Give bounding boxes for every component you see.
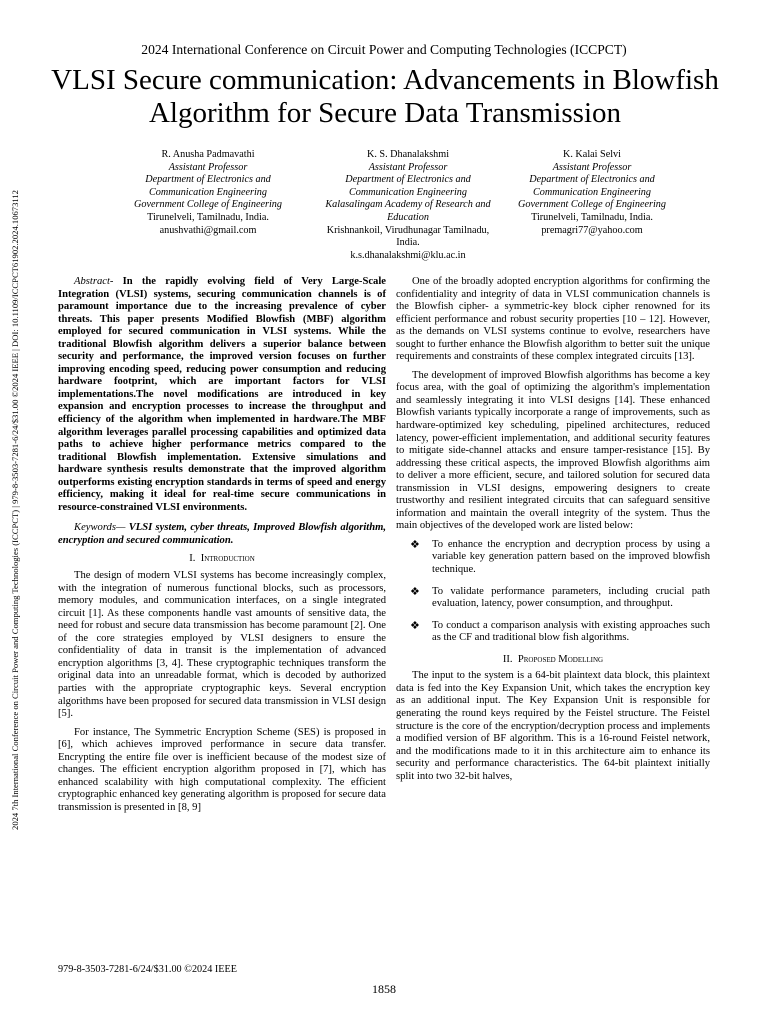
list-item-text: To validate performance parameters, including crucial path evaluation, latency, power consumption, and throughput. — [432, 585, 710, 610]
objectives-list — [396, 539, 710, 645]
section-title: Introduction — [200, 553, 255, 565]
author-college: Government College of Engineering — [134, 199, 282, 211]
keywords — [58, 522, 386, 547]
paragraph: For instance, The Symmetric Encryption Scheme (SES) is proposed in [6], which achieves improved performance in secure data transfer. Encrypting the entire file over is inefficient because of the modest size of changes. The efficient encryption algorithm proposed in [7], which has enhanced scalability with high computational complexity. The efficient cryptographic enhanced key generating algorithm is proposed for secure data transmission is presented in [8, 9] — [58, 726, 386, 813]
list-item — [410, 539, 710, 577]
author-block — [0, 149, 768, 265]
abstract-text: In the rapidly evolving field of Very Large-Scale Integration (VLSI) systems, securing communication channels is of paramount importance due to the increasing prevalence of cyber threats. This paper presents Modified Blowfish (MBF) algorithm employed for secured communication in VLSI systems. While the traditional Blowfish algorithm delivers a superior balance between security and performance, the improved version focuses on further improving encoding speed, reducing power consumption and reducing hardware footprint, which are important factors for VLSI implementations.The novel modifications are introduced in key expansion and encryption processes to increase the throughput and efficiency of the algorithm when implemented in hardware.The MBF algorithm leverages parallel processing capabilities and optimized data paths to achieve higher performance metrics compared to the traditional Blowfish implementation. Extensive simulations and hardware synthesis results demonstrate that the improved algorithm outperforms existing encryption standards in terms of speed and energy efficiency, making it ideal for real-time secure communications in resource-constrained VLSI environments. — [58, 276, 386, 513]
author-1 — [118, 149, 298, 237]
section-title: Proposed Modelling — [517, 653, 604, 665]
author-name: K. Kalai Selvi — [562, 149, 621, 160]
diamond-bullet-icon: ❖ — [410, 538, 420, 551]
author-location: Tirunelveli, Tamilnadu, India. — [147, 211, 269, 223]
abstract-lead: Abstract- — [74, 276, 114, 287]
left-column — [58, 276, 386, 820]
keywords-lead: Keywords— — [74, 522, 126, 534]
right-column — [396, 276, 710, 789]
author-role: Assistant Professor — [368, 161, 448, 173]
copyright-footer: 979-8-3503-7281-6/24/$31.00 ©2024 IEEE — [58, 964, 237, 975]
author-name: K. S. Dhanalakshmi — [366, 149, 450, 160]
author-college: Kalasalingam Academy of Research and Education — [325, 199, 491, 223]
abstract — [58, 276, 386, 514]
author-3 — [502, 149, 682, 237]
author-email: premagri77@yahoo.com — [541, 224, 643, 236]
author-dept: Department of Electronics and Communication Engineering — [145, 174, 271, 198]
list-item — [410, 620, 710, 645]
diamond-bullet-icon: ❖ — [410, 619, 420, 632]
author-email: anushvathi@gmail.com — [159, 224, 257, 236]
paper-title: VLSI Secure communication: Advancements in Blowfish Algorithm for Secure Data Transmission — [51, 64, 719, 129]
paragraph: One of the broadly adopted encryption algorithms for confirming the confidentiality and integrity of data in VLSI communication channels is the Blowfish cipher- a symmetric-key block cipher renowned for its efficient performance and robust security properties [10 – 12]. However, as the demands on VLSI systems continue to evolve, researchers have sought to further enhance the Blowfish algorithm to better suit the unique requirements and constraints of these complex integrated circuits [13]. — [396, 276, 710, 363]
conference-header: 2024 International Conference on Circuit Power and Computing Technologies (ICCPCT) — [141, 42, 627, 57]
author-2 — [318, 149, 498, 262]
section-heading-introduction — [58, 553, 386, 566]
author-dept: Department of Electronics and Communication Engineering — [345, 174, 471, 198]
section-heading-proposed-modelling — [396, 654, 710, 667]
section-number: I. — [189, 553, 196, 565]
author-college: Government College of Engineering — [518, 199, 666, 211]
paragraph: The design of modern VLSI systems has become increasingly complex, with the integration of numerous functional blocks, such as processors, memory modules, and communication interfaces, on a single integrated circuit [1]. As these components handle vast amounts of sensitive data, the need for robust and secure data transmission has become paramount [2]. One of the core strategies employed by VLSI designers to ensure the confidentiality of data in transit is the implementation of advanced encryption algorithms [3, 4]. These cryptographic techniques transform the original data into an unreadable format, which is decoded by authorized parties with the appropriate cryptographic keys. Several encryption algorithms have been proposed for secured data transmission in VLSI design [5]. — [58, 570, 386, 720]
list-item-text: To enhance the encryption and decryption process by using a variable key generation pattern based on the improved blowfish technique. — [432, 538, 710, 576]
author-email: k.s.dhanalakshmi@klu.ac.in — [350, 249, 466, 261]
author-name: R. Anusha Padmavathi — [161, 149, 255, 160]
page-number: 1858 — [372, 982, 396, 996]
author-dept: Department of Electronics and Communication Engineering — [529, 174, 655, 198]
list-item-text: To conduct a comparison analysis with existing approaches such as the CF and traditional blow fish algorithms. — [432, 619, 710, 644]
list-item — [410, 586, 710, 611]
paragraph: The development of improved Blowfish algorithms has become a key focus area, with the goal of optimizing the algorithm's implementation and seamlessly integrating it into VLSI designs [14]. These enhanced Blowfish variants typically incorporate a range of improvements, such as hardware-optimized key scheduling, pipelined architectures, reduced latency, power-efficient implementation, and additional security features to mitigate side-channel attacks and ensure tamper-resistance [15]. By addressing these critical aspects, the improved Blowfish algorithms aim to deliver a more efficient, secure, and tailored solution for secured data transmission in VLSI designs, empowering designers to create trustworthy and resilient integrated circuits that can safeguard sensitive information and maintain the overall integrity of the system. Thus the main objectives of the developed work are listed below: — [396, 369, 710, 532]
author-role: Assistant Professor — [168, 161, 248, 173]
sidebar-citation: 2024 7th International Conference on Circuit Power and Computing Technologies (ICCPCT) | 979-8-3503-7281-6/24/$31.00 ©2024 IEEE | DOI: 10.1109/ICCPCT61902.2024.10673112 — [10, 190, 20, 830]
author-location: Tirunelveli, Tamilnadu, India. — [531, 211, 653, 223]
section-number: II. — [502, 653, 513, 665]
diamond-bullet-icon: ❖ — [410, 585, 420, 598]
author-location: Krishnankoil, Virudhunagar Tamilnadu, India. — [326, 224, 490, 249]
paragraph: The input to the system is a 64-bit plaintext data block, this plaintext data is fed into the Key Expansion Unit, which takes the encryption key as an additional input. The Key Expansion Unit is responsible for generating the round keys required by the Feistel structure. The Feistel structure is the core of the encryption/decryption process and implements a modified version of BF algorithm. This is a 16-round Feistel network, and the modifications made to it in this architecture aim to enhance its security and performance characteristics. The 64-bit plaintext initially split into two 32-bit halves, — [396, 670, 710, 782]
keywords-text: VLSI system, cyber threats, Improved Blowfish algorithm, encryption and secured communication. — [58, 522, 386, 546]
author-role: Assistant Professor — [552, 161, 632, 173]
